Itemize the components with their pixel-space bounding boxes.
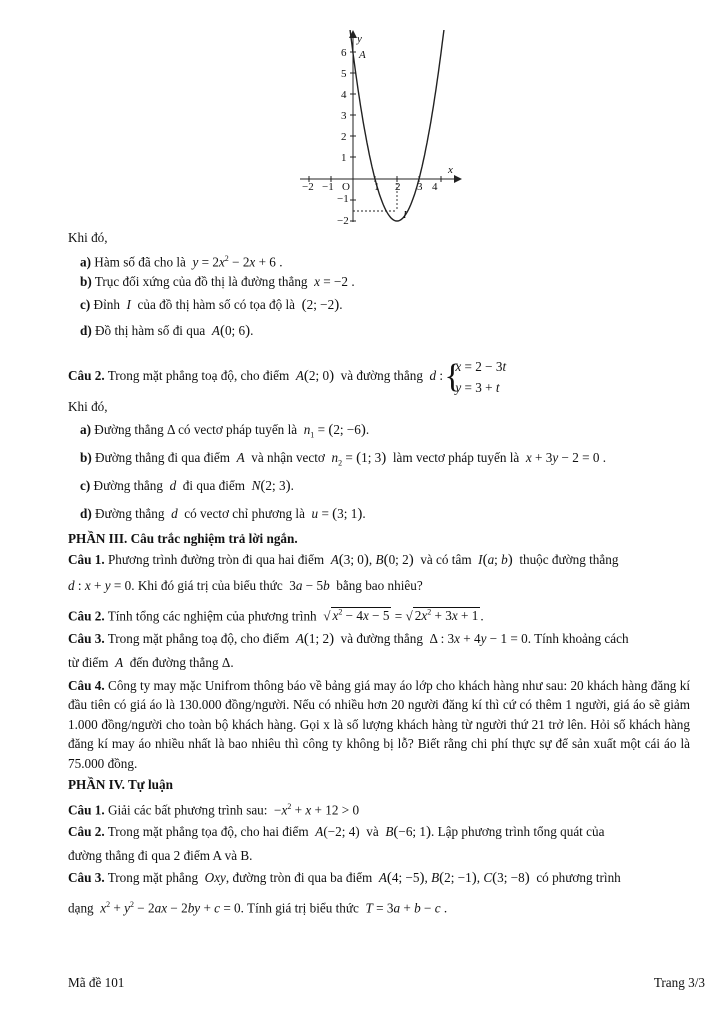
part4-q2-line2: đường thẳng đi qua 2 điểm A và B. [68,848,253,863]
y-tick-label: 5 [341,68,347,80]
part4-q2-line1: Câu 2. Trong mặt phẳng tọa độ, cho hai điểm A(−2; 4) và B(−6; 1). Lập phương trình tổng quát của [68,824,605,840]
point-a-label: A [359,49,366,61]
y-tick-label: 4 [341,89,347,101]
part3-q2: Câu 2. Tính tổng các nghiệm của phương trình √ $x^2 - 4x - 5$ = √ $2x^2 + 3x + 1$ . [68,608,484,624]
origin-label: O [342,181,350,193]
x-axis-arrow [454,175,462,183]
y-axis-label: y [357,33,362,45]
point-i-label: I [403,209,407,221]
q2-option-b: b) Đường thẳng đi qua điểm A và nhận vectơ $n_2 = (1$; 3) làm vectơ pháp tuyến là x + 3y − 2 = 0 . [80,450,607,468]
x-tick-label: −1 [322,181,334,193]
part3-heading: PHẦN III. Câu trắc nghiệm trả lời ngắn. [68,531,298,546]
x-tick-label: 4 [432,181,438,193]
q2-statement: Câu 2. Trong mặt phẳng toạ độ, cho điểm A(2; 0) và đường thẳng d : { x = 2 − 3t y = 3 + t [68,355,690,397]
x-tick-label: 1 [374,181,380,193]
footer-page-number: Trang 3/3 [653,975,705,990]
y-tick-label: 6 [341,47,347,59]
q1-option-c: c) Đỉnh I của đồ thị hàm số có tọa độ là (2; −2). [80,297,343,313]
y-tick-label: −2 [337,215,349,226]
q1-option-d: d) Đồ thị hàm số đi qua A(0; 6). [80,323,254,339]
part3-q4: Câu 4. Công ty may mặc Unifrom thông báo về bảng giá may áo lớp cho khách hàng như sau: 20 khách hàng đăng kí đầu tiên có giá áo là 130.000 đồng/người. Nếu có nhiều hơn 20 người đăng kí thì cứ có thêm 1 người, giá áo sẽ giảm 1.000 đồng/người cho toàn bộ khách hàng. Gọi x là số lượng khách hàng từ người thứ 21 trở lên. Hỏi số khách hàng đăng kí may áo nhiều nhất là bao nhiêu thì công ty không bị lỗ? Biết rằng chi phí thực sự để sản xuất một cái áo là 75.000 đồng. [68,678,690,771]
q2-option-c: c) Đường thẳng d đi qua điểm N(2; 3). [80,478,294,494]
part4-q1: Câu 1. Giải các bất phương trình sau: $-x^2 + x + 12 > 0$ [68,802,360,818]
q1-option-a: a) Hàm số đã cho là $y = 2x^2 - 2x + 6$ . [80,254,283,270]
part3-q3-line1: Câu 3. Trong mặt phẳng toạ độ, cho điểm A(1; 2) và đường thẳng Δ : 3x + 4y − 1 = 0. Tính khoảng cách [68,631,629,647]
y-tick-label: 3 [341,110,347,122]
x-tick-label: 3 [417,181,423,193]
y-tick-label: 1 [341,152,347,164]
x-axis-label: x [448,164,453,176]
footer-exam-code: Mã đề 101 [68,975,125,990]
q1-intro: Khi đó, [68,230,108,245]
q2-option-a: a) Đường thẳng Δ có vectơ pháp tuyến là $n_1 = (2$; −6). [80,422,370,440]
y-tick-label: 2 [341,131,347,143]
part3-q1-line1: Câu 1. Phương trình đường tròn đi qua hai điểm A(3; 0), B(0; 2) và có tâm I(a; b) thuộc đường thẳng [68,552,619,568]
q2-option-d: d) Đường thẳng d có vectơ chỉ phương là u = (3; 1). [80,506,366,522]
part3-q1-line2: d : x + y = 0. Khi đó giá trị của biểu thức 3a − 5b bằng bao nhiêu? [68,578,423,593]
x-tick-label: 2 [395,181,401,193]
part4-q3-line2: dạng $x^2 + y^2 - 2ax - 2by + c = 0$. Tính giá trị biểu thức T = 3a + b − c . [68,900,448,916]
part3-q3-line2: từ điểm A đến đường thẳng Δ. [68,655,234,670]
x-tick-label: −2 [302,181,314,193]
parabola-graph [296,30,466,226]
part4-q3-line1: Câu 3. Trong mặt phẳng Oxy, đường tròn đi qua ba điểm A(4; −5), B(2; −1), C(3; −8) có phương trình [68,870,621,886]
part4-heading: PHẦN IV. Tự luận [68,777,173,792]
q1-option-b: b) Trục đối xứng của đồ thị là đường thẳng x = −2 . [80,274,355,289]
y-tick-label: −1 [337,193,349,205]
q2-intro: Khi đó, [68,399,108,414]
